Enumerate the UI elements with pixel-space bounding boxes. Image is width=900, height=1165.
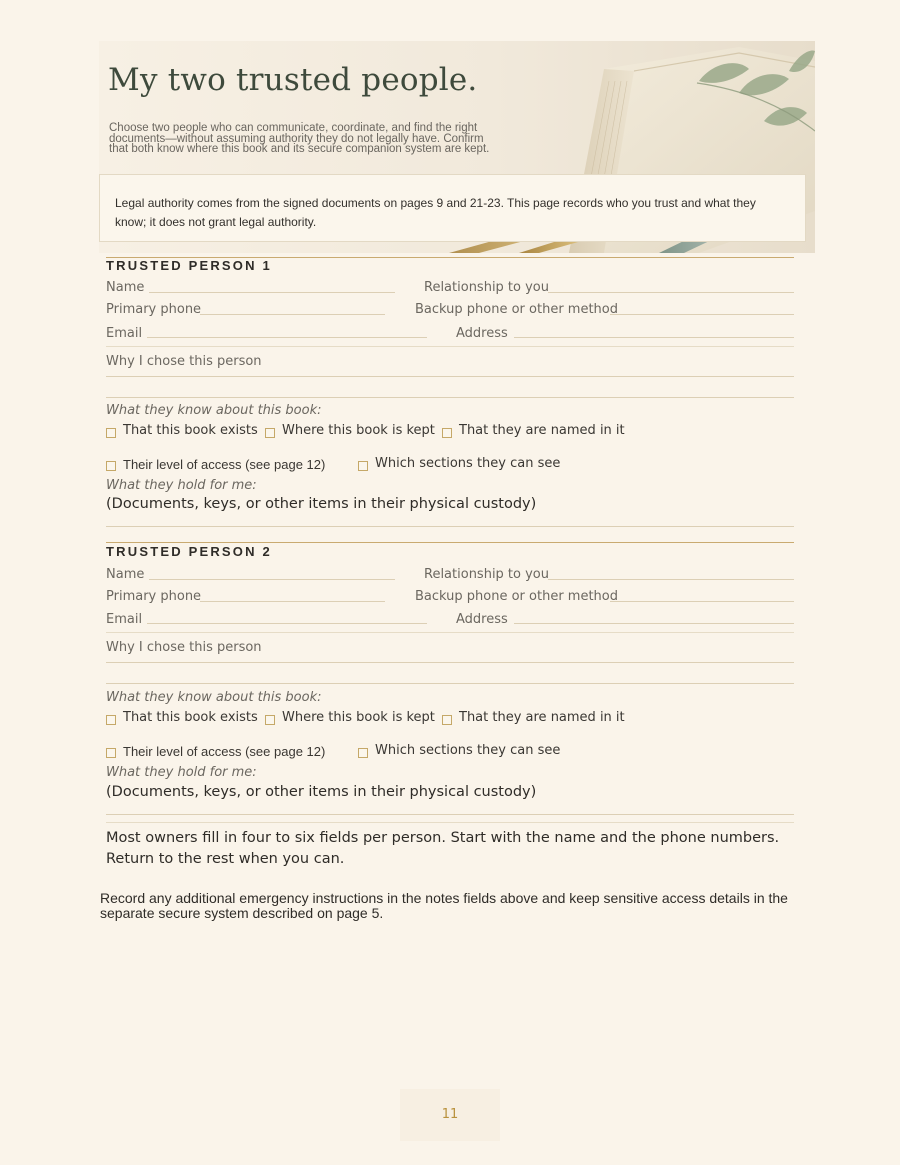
divider [106, 822, 794, 823]
checkbox-sections-visible[interactable] [358, 748, 368, 758]
relationship-field[interactable] [548, 579, 794, 580]
relationship-label: Relationship to you [424, 567, 550, 582]
section-divider [106, 542, 794, 543]
why-chose-field-line-2[interactable] [106, 683, 794, 684]
backup-phone-label: Backup phone or other method [415, 589, 618, 604]
address-label: Address [456, 326, 508, 341]
hold-field[interactable] [106, 526, 794, 527]
why-chose-field-line-1[interactable] [106, 662, 794, 663]
address-field[interactable] [514, 623, 794, 624]
know-heading: What they know about this book: [106, 403, 322, 418]
name-field[interactable] [149, 579, 395, 580]
email-field[interactable] [147, 623, 427, 624]
hold-heading: What they hold for me: [106, 478, 257, 493]
legal-authority-note: Legal authority comes from the signed documents on pages 9 and 21-23. This page records who you trust and what they know; it does not grant legal authority. [99, 174, 806, 242]
divider [106, 346, 794, 347]
primary-phone-label: Primary phone [106, 589, 202, 604]
checkbox-where-kept[interactable] [265, 715, 275, 725]
email-label: Email [106, 326, 143, 341]
backup-phone-label: Backup phone or other method [415, 302, 618, 317]
checkbox-access-level[interactable] [106, 461, 116, 471]
backup-phone-field[interactable] [610, 601, 794, 602]
name-label: Name [106, 567, 145, 582]
page-number: 11 [400, 1089, 500, 1141]
checkbox-label: Their level of access (see page 12) [123, 744, 326, 759]
why-chose-field-line-1[interactable] [106, 376, 794, 377]
additional-instructions-note: Record any additional emergency instructions in the notes fields above and keep sensitive access details in the separate secure system described on page 5. [100, 890, 788, 921]
primary-phone-field[interactable] [200, 314, 385, 315]
checkbox-book-exists[interactable] [106, 715, 116, 725]
checkbox-book-exists[interactable] [106, 428, 116, 438]
why-chose-label: Why I chose this person [106, 640, 262, 655]
checkbox-label: That they are named in it [459, 710, 625, 725]
name-field[interactable] [149, 292, 395, 293]
checkbox-sections-visible[interactable] [358, 461, 368, 471]
hold-heading: What they hold for me: [106, 765, 257, 780]
checkbox-label: Where this book is kept [282, 423, 435, 438]
checkbox-label: Which sections they can see [375, 456, 561, 471]
email-field[interactable] [147, 337, 427, 338]
trusted-person-1-heading: TRUSTED PERSON 1 [106, 258, 272, 273]
checkbox-where-kept[interactable] [265, 428, 275, 438]
checkbox-access-level[interactable] [106, 748, 116, 758]
checkbox-label: That this book exists [123, 423, 258, 438]
checkbox-label: Which sections they can see [375, 743, 561, 758]
why-chose-label: Why I chose this person [106, 354, 262, 369]
primary-phone-label: Primary phone [106, 302, 202, 317]
checkbox-label: Their level of access (see page 12) [123, 457, 326, 472]
checkbox-label: Where this book is kept [282, 710, 435, 725]
divider [106, 632, 794, 633]
fill-in-tip: Most owners fill in four to six fields per person. Start with the name and the phone numbers. Return to the rest when you can. [106, 830, 780, 867]
hold-description: (Documents, keys, or other items in their physical custody) [106, 496, 537, 512]
relationship-field[interactable] [548, 292, 794, 293]
checkbox-label: That they are named in it [459, 423, 625, 438]
checkbox-named-in-it[interactable] [442, 428, 452, 438]
hold-description: (Documents, keys, or other items in their physical custody) [106, 784, 537, 800]
know-heading: What they know about this book: [106, 690, 322, 705]
why-chose-field-line-2[interactable] [106, 397, 794, 398]
address-field[interactable] [514, 337, 794, 338]
hold-field[interactable] [106, 814, 794, 815]
email-label: Email [106, 612, 143, 627]
name-label: Name [106, 280, 145, 295]
intro-text: Choose two people who can communicate, coordinate, and find the right documents—without assuming authority they do not legally have. Confirm that both know where this book and its secure companion system are kept. [109, 122, 490, 155]
page-title: My two trusted people. [108, 62, 478, 98]
primary-phone-field[interactable] [200, 601, 385, 602]
trusted-person-2-heading: TRUSTED PERSON 2 [106, 544, 272, 559]
checkbox-label: That this book exists [123, 710, 258, 725]
checkbox-named-in-it[interactable] [442, 715, 452, 725]
relationship-label: Relationship to you [424, 280, 550, 295]
backup-phone-field[interactable] [610, 314, 794, 315]
address-label: Address [456, 612, 508, 627]
